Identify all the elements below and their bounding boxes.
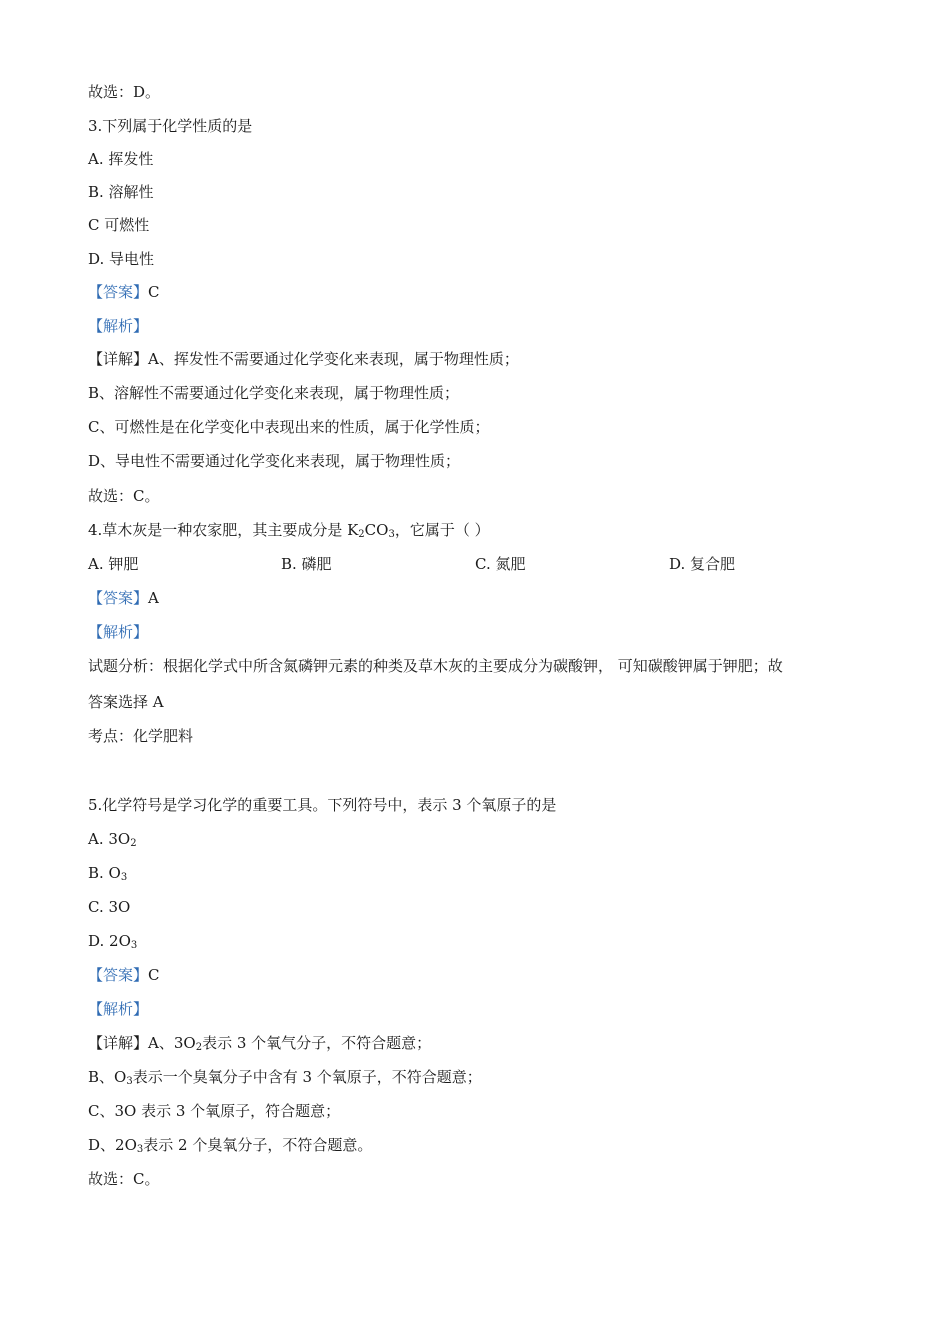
q5-detail-4-post: 表示 2 个臭氧分子，不符合题意。: [143, 1136, 373, 1154]
q3-question: 3.下列属于化学性质的是: [88, 117, 253, 135]
q4-question-sub2: 3: [388, 529, 395, 540]
q3-detail-line-4: D、导电性不需要通过化学变化来表现，属于物理性质；: [88, 452, 461, 470]
q5-detail-1-sub: 2: [195, 1042, 203, 1053]
q3-option-c: C 可燃性: [88, 216, 150, 234]
q5-detail-1-pre: A、3O: [148, 1034, 196, 1052]
q5-detail-label: 【详解】: [88, 1034, 149, 1052]
q5-detail-4-sub: 3: [136, 1144, 144, 1155]
q5-answer-value: C: [148, 966, 160, 984]
q5-option-d-main: D. 2O: [88, 932, 131, 950]
q5-option-b-sub: 3: [120, 872, 128, 883]
q5-option-d-sub: 3: [130, 940, 138, 951]
q5-detail-3-pre: C、3O 表示 3 个氧原子，符合题意；: [88, 1102, 341, 1120]
q5-detail-2-post: 表示一个臭氧分子中含有 3 个氧原子，不符合题意；: [132, 1068, 482, 1086]
q5-option-a-main: A. 3O: [88, 830, 131, 848]
q5-analysis-label: 【解析】: [88, 1000, 149, 1018]
q3-option-a: A. 挥发性: [88, 150, 154, 168]
q3-option-b: B. 溶解性: [88, 183, 154, 201]
q5-conclusion: 故选：C。: [88, 1170, 160, 1188]
q4-analysis-line-2: 答案选择 A: [88, 693, 164, 711]
q4-question-mid: CO: [364, 521, 389, 539]
q5-detail-2-sub: 3: [126, 1076, 133, 1087]
q4-question-pre: 4.草木灰是一种农家肥，其主要成分是 K: [88, 521, 359, 539]
q4-option-d: D. 复合肥: [669, 555, 736, 573]
q4-options-row: [88, 554, 848, 574]
q5-detail-line-1: [88, 1033, 431, 1053]
q5-detail-line-4: [88, 1135, 372, 1155]
q3-answer: [88, 282, 160, 302]
q4-analysis-label: 【解析】: [88, 623, 149, 641]
q3-detail-text-1: A、挥发性不需要通过化学变化来表现，属于物理性质；: [148, 350, 519, 368]
q2-conclusion: 故选：D。: [88, 83, 161, 101]
q3-answer-label: 【答案】: [88, 283, 149, 301]
q4-answer-value: A: [148, 589, 159, 607]
q5-answer: [88, 965, 160, 985]
q4-kaodian: 考点：化学肥料: [88, 727, 194, 745]
q5-detail-2-pre: B、O: [88, 1068, 127, 1086]
q5-option-b-main: B. O: [88, 864, 121, 882]
q4-option-a: A. 钾肥: [88, 555, 139, 573]
q3-analysis-label: 【解析】: [88, 317, 149, 335]
q5-option-a: [88, 829, 137, 849]
q5-detail-4-pre: D、2O: [88, 1136, 137, 1154]
q3-option-d: D. 导电性: [88, 250, 155, 268]
q5-option-c-main: C. 3O: [88, 898, 131, 916]
q3-detail-line-2: B、溶解性不需要通过化学变化来表现，属于物理性质；: [88, 384, 460, 402]
q4-answer: [88, 588, 159, 608]
q5-detail-line-2: [88, 1067, 482, 1087]
q4-answer-label: 【答案】: [88, 589, 149, 607]
q4-option-c: C. 氮肥: [475, 555, 526, 573]
q3-answer-value: C: [148, 283, 160, 301]
q5-option-d: [88, 931, 137, 951]
q3-detail-line-1: [88, 349, 519, 369]
q5-option-a-sub: 2: [130, 838, 137, 849]
q4-question-post: ，它属于（ ）: [394, 521, 490, 539]
q5-question: 5.化学符号是学习化学的重要工具。下列符号中，表示 3 个氧原子的是: [88, 796, 557, 814]
q4-option-b: B. 磷肥: [281, 555, 332, 573]
q4-question: [88, 520, 490, 540]
q5-option-b: [88, 863, 127, 883]
q3-detail-line-3: C、可燃性是在化学变化中表现出来的性质，属于化学性质；: [88, 418, 490, 436]
q5-detail-line-3: [88, 1101, 340, 1121]
q4-question-sub1: 2: [358, 529, 365, 540]
q5-answer-label: 【答案】: [88, 966, 149, 984]
q3-conclusion: 故选：C。: [88, 487, 160, 505]
q5-detail-1-post: 表示 3 个氧气分子，不符合题意；: [202, 1034, 432, 1052]
q3-detail-label: 【详解】: [88, 350, 149, 368]
q4-analysis-line-1: 试题分析：根据化学式中所含氮磷钾元素的种类及草木灰的主要成分为碳酸钾， 可知碳酸钾属于钾肥；故: [88, 657, 783, 675]
q5-option-c: [88, 897, 130, 917]
